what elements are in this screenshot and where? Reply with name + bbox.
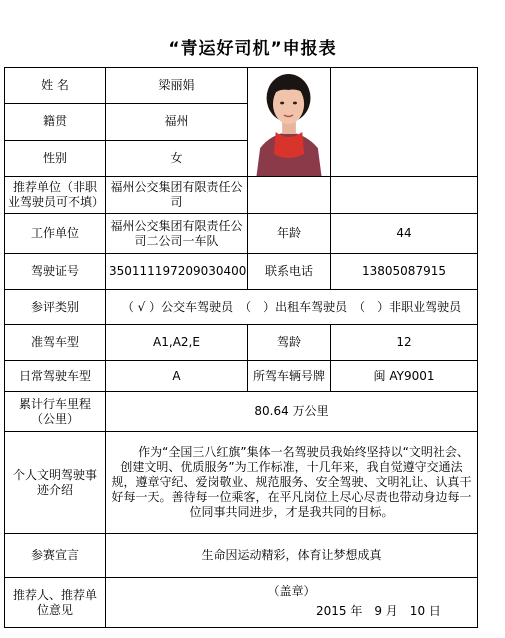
signature-label: 推荐人、推荐单位意见 [5, 578, 106, 628]
origin-value: 福州 [106, 104, 248, 140]
blank-cell-recommender-2 [331, 177, 478, 214]
recommender-value: 福州公交集团有限责任公司 [106, 177, 248, 214]
recommender-label: 推荐单位（非职业驾驶员可不填） [5, 177, 106, 214]
application-form-table [4, 67, 478, 628]
age-value: 44 [331, 214, 478, 254]
row-vehicle-type [5, 325, 478, 361]
name-label: 姓 名 [5, 68, 106, 104]
name-value: 梁丽娟 [106, 68, 248, 104]
plate-label: 所驾车辆号牌 [248, 361, 331, 392]
plate-value: 闽 AY9001 [331, 361, 478, 392]
row-deeds [5, 432, 478, 534]
blank-cell-recommender-1 [248, 177, 331, 214]
row-daily-vehicle [5, 361, 478, 392]
declaration-label: 参赛宣言 [5, 534, 106, 578]
license-label: 驾驶证号 [5, 254, 106, 290]
gender-value: 女 [106, 140, 248, 176]
workplace-label: 工作单位 [5, 214, 106, 254]
signature-cell [106, 578, 478, 628]
daily-vehicle-value: A [106, 361, 248, 392]
deeds-text: 作为“全国三八红旗”集体一名驾驶员我始终坚持以“文明社会、创建文明、优质服务”为工作标准，十几年来，我自觉遵守交通法规，遵章守纪、爱岗敬业、规范服务、安全驾驶、文明礼让、认真干好每一天。善待每一位乘客，在平凡岗位上尽心尽责也带动身边每一位同事共同进步，才是我共同的目标。 [106, 432, 478, 534]
phone-value: 13805087915 [331, 254, 478, 290]
row-recommender [5, 177, 478, 214]
row-signature [5, 578, 478, 628]
driving-years-value: 12 [331, 325, 478, 361]
seal-text: （盖章） [267, 584, 316, 598]
driving-years-label: 驾龄 [248, 325, 331, 361]
category-value: （ √ ）公交车驾驶员 （ ）出租车驾驶员 （ ）非职业驾驶员 [106, 290, 478, 325]
license-value: 350111197209030400 [106, 254, 248, 290]
daily-vehicle-label: 日常驾驶车型 [5, 361, 106, 392]
blank-cell-top-right [331, 68, 478, 177]
form-title: “青运好司机”申报表 [168, 39, 337, 59]
workplace-value: 福州公交集团有限责任公司二公司一车队 [106, 214, 248, 254]
category-label: 参评类别 [5, 290, 106, 325]
age-label: 年龄 [248, 214, 331, 254]
deeds-label: 个人文明驾驶事迹介绍 [5, 432, 106, 534]
gender-label: 性别 [5, 140, 106, 176]
origin-label: 籍贯 [5, 104, 106, 140]
photo-cell [248, 68, 331, 177]
mileage-value: 80.64 万公里 [106, 392, 478, 432]
mileage-label: 累计行车里程（公里） [5, 392, 106, 432]
declaration-value: 生命因运动精彩，体育让梦想成真 [106, 534, 478, 578]
portrait-photo-icon [251, 68, 327, 176]
vehicle-type-label: 准驾车型 [5, 325, 106, 361]
row-workplace [5, 214, 478, 254]
row-mileage [5, 392, 478, 432]
vehicle-type-value: A1,A2,E [106, 325, 248, 361]
signature-date: 2015 年 9 月 10 日 [316, 604, 441, 618]
row-category [5, 290, 478, 325]
row-license [5, 254, 478, 290]
row-name [5, 68, 478, 104]
phone-label: 联系电话 [248, 254, 331, 290]
row-declaration [5, 534, 478, 578]
